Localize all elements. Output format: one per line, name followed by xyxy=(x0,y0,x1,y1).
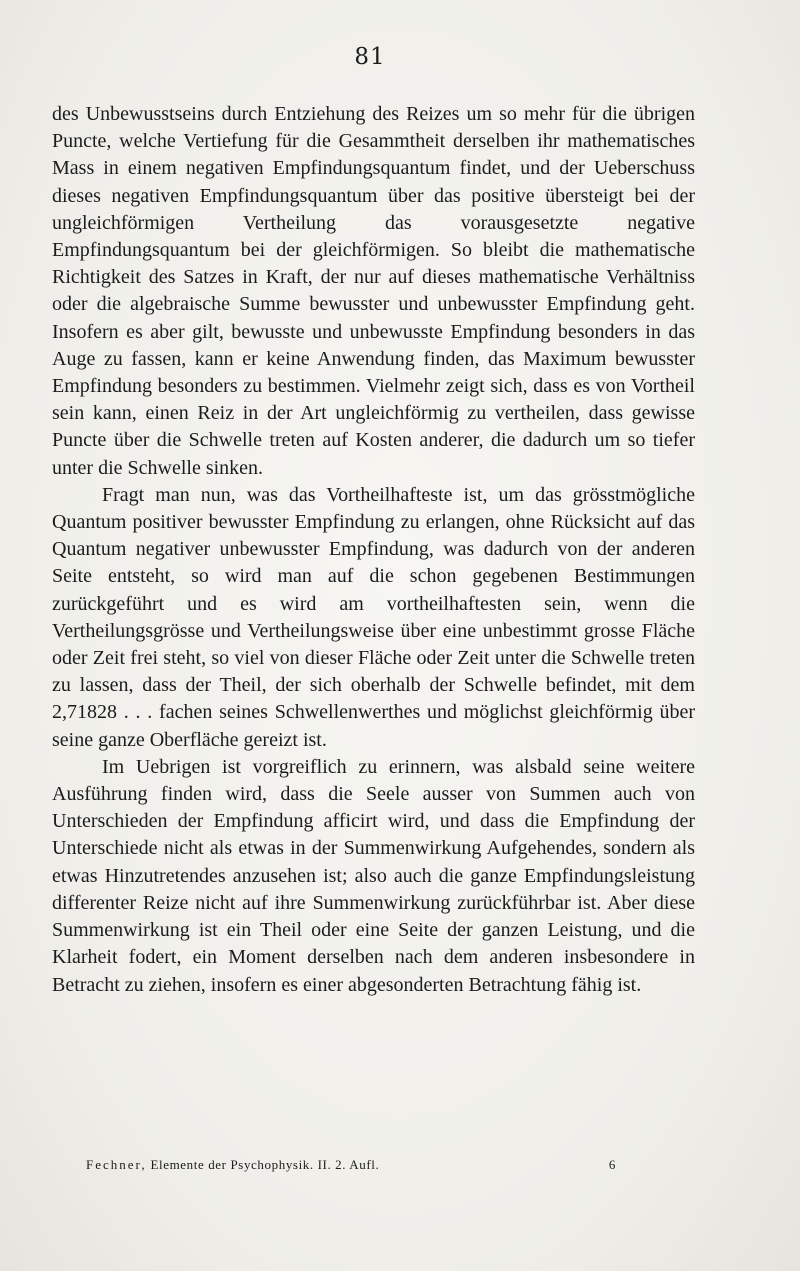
page-footer xyxy=(86,1157,616,1173)
paragraph-3: Im Uebrigen ist vorgreiflich zu erinnern, was alsbald seine weitere Ausführung finden wird, dass die Seele ausser von Summen auch von Unterschieden der Empfindung afficirt wird, und dass die Empfindung der Unterschiede nicht als etwas in der Summenwirkung Aufgehendes, sondern als etwas Hinzutretendes anzusehen ist; also auch die ganze Empfindungsleistung differenter Reize nicht auf ihre Summenwirkung zurückführbar ist. Aber diese Summenwirkung ist ein Theil oder eine Seite der ganzen Leistung, und die Klarheit fodert, ein Moment derselben nach dem anderen insbesondere in Betracht zu ziehen, insofern es einer abgesonderten Betrachtung fähig ist. xyxy=(52,755,695,996)
footer-title: Elemente der Psychophysik. II. 2. Aufl. xyxy=(150,1157,380,1172)
page-number: 81 xyxy=(354,44,386,70)
footer-author: Fechner, xyxy=(86,1157,147,1172)
signature-mark: 6 xyxy=(608,1157,616,1172)
paragraph-2: Fragt man nun, was das Vortheilhafteste ist, um das grösstmögliche Quantum positiver bewusster Empfindung zu erlangen, ohne Rücksicht auf das Quantum negativer unbewusster Empfindung, was dadurch von der anderen Seite entsteht, so wird man auf die schon gegebenen Bestimmungen zurückgeführt und es wird am vortheilhaftesten sein, wenn die Vertheilungsgrösse und Vertheilungsweise über eine unbestimmt grosse Fläche oder Zeit frei steht, so viel von dieser Fläche oder Zeit unter die Schwelle treten zu lassen, dass der Theil, der sich oberhalb der Schwelle befindet, mit dem 2,71828 . . . fachen seines Schwellenwerthes und möglichst gleichförmig über seine ganze Oberfläche gereizt ist. xyxy=(52,483,695,751)
paragraph-1: des Unbewusstseins durch Entziehung des Reizes um so mehr für die übrigen Puncte, welche Vertiefung für die Gesammtheit derselben ihr mathematisches Mass in einem negativen Empfindungsquantum findet, und der Ueberschuss dieses negativen Empfindungsquantum über das positive übersteigt bei der ungleichförmigen Vertheilung das vorausgesetzte negative Empfindungsquantum bei der gleichförmigen. So bleibt die mathematische Richtigkeit des Satzes in Kraft, der nur auf dieses mathematische Verhältniss oder die algebraische Summe bewusster und unbewusster Empfindung geht. Insofern es aber gilt, bewusste und unbewusste Empfindung besonders in das Auge zu fassen, kann er keine Anwendung finden, das Maximum bewusster Empfindung besonders zu bestimmen. Vielmehr zeigt sich, dass es von Vortheil sein kann, einen Reiz in der Art ungleichförmig zu vertheilen, dass gewisse Puncte über die Schwelle treten auf Kosten anderer, die dadurch um so tiefer unter die Schwelle sinken. xyxy=(52,103,695,479)
body-text xyxy=(52,101,695,999)
footer-citation xyxy=(86,1157,379,1173)
